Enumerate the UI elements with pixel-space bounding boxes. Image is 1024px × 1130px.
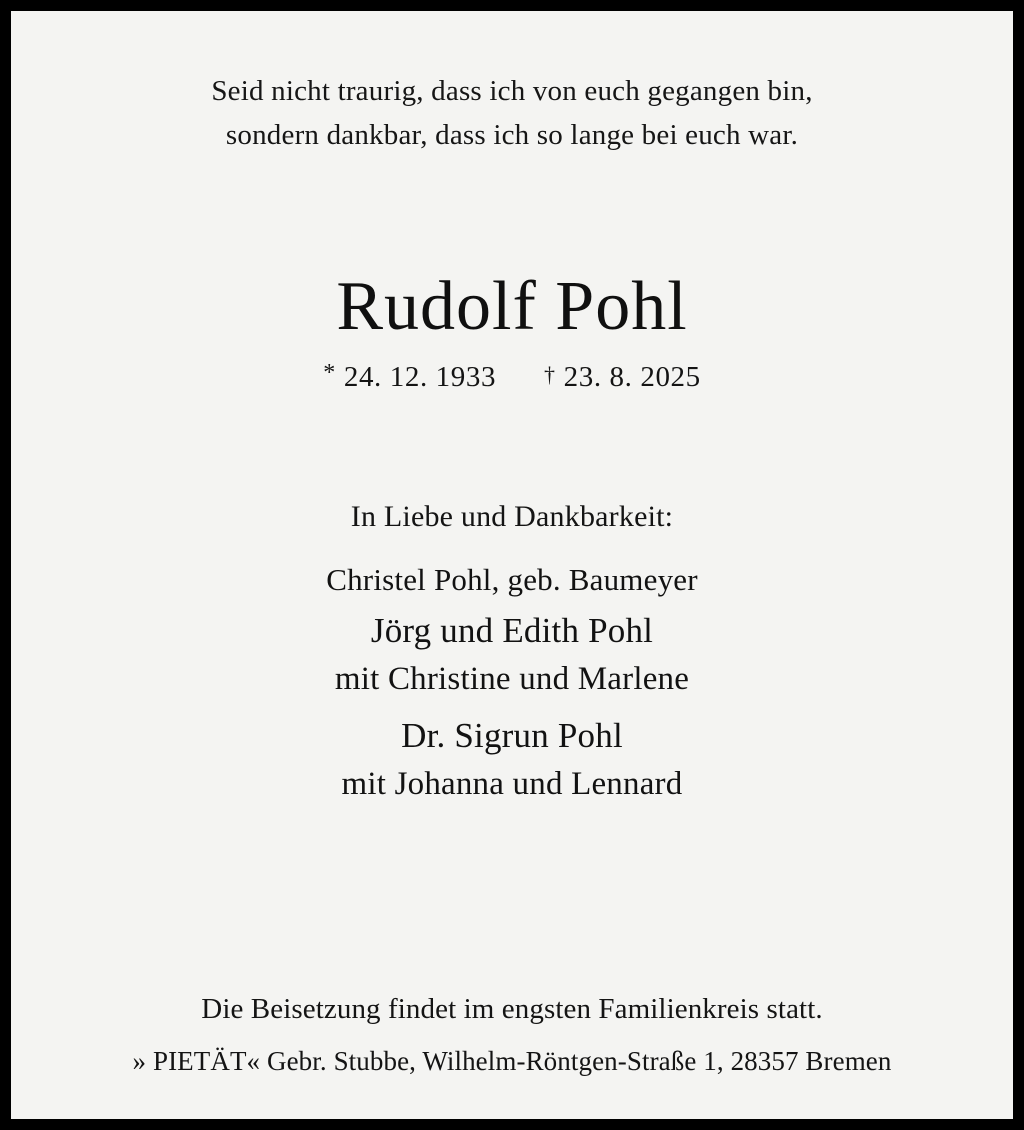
list-item: Dr. Sigrun Pohl	[401, 716, 623, 755]
undertaker-info: » PIETÄT« Gebr. Stubbe, Wilhelm-Röntgen-Straße 1, 28357 Bremen	[132, 1046, 892, 1076]
life-dates	[323, 361, 701, 394]
obituary-card	[11, 11, 1013, 1119]
death-cross-icon: †	[544, 362, 556, 387]
death-date-value: 23. 8. 2025	[563, 361, 701, 393]
survivors-list	[326, 554, 698, 807]
list-item: mit Christine und Marlene	[334, 661, 690, 697]
footer	[11, 993, 1013, 1077]
verse-line-1: Seid nicht traurig, dass ich von euch gegangen bin,	[211, 75, 813, 107]
deceased-name: Rudolf Pohl	[336, 268, 688, 345]
birth-date-item	[323, 361, 496, 394]
list-item: Christel Pohl, geb. Baumeyer	[326, 562, 698, 597]
list-item: Jörg und Edith Pohl	[370, 611, 654, 650]
funeral-note: Die Beisetzung findet im engsten Familienkreis statt.	[201, 993, 823, 1025]
death-date-item	[544, 361, 701, 394]
memorial-verse	[211, 69, 812, 157]
list-item: mit Johanna und Lennard	[341, 766, 683, 802]
birth-date-value: 24. 12. 1933	[343, 361, 497, 393]
verse-line-2: sondern dankbar, dass ich so lange bei euch war.	[225, 119, 799, 151]
birth-star-icon: *	[323, 360, 336, 386]
dedication-text: In Liebe und Dankbarkeit:	[350, 500, 674, 533]
